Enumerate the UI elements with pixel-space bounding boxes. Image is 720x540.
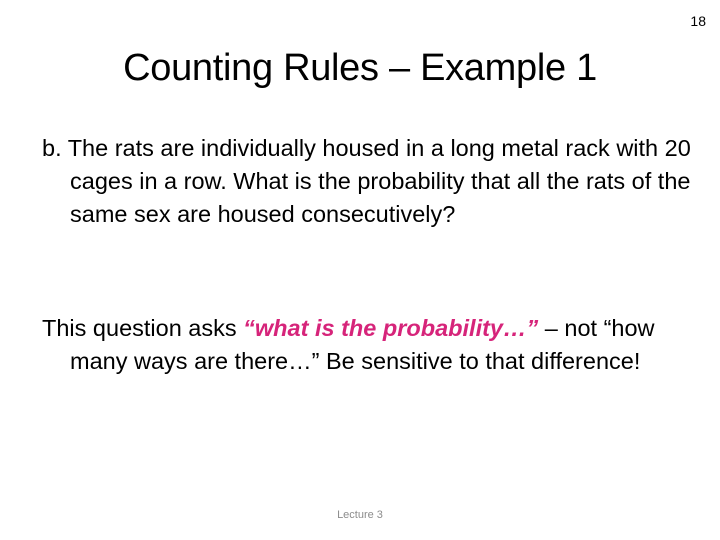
footer-label: Lecture 3 <box>337 509 383 521</box>
page-number: 18 <box>690 13 706 29</box>
note-paragraph <box>42 312 710 378</box>
note-lead: This question asks <box>42 315 244 341</box>
note-trail: – not “how many ways are there…” Be sensitive to that difference! <box>70 315 655 374</box>
note-emphasis: “what is the probability…” <box>243 315 539 341</box>
question-paragraph: b. The rats are individually housed in a long metal rack with 20 cages in a row. What is the probability that all the rats of the same sex are housed consecutively? <box>42 135 691 227</box>
slide-title: Counting Rules – Example 1 <box>123 47 597 89</box>
